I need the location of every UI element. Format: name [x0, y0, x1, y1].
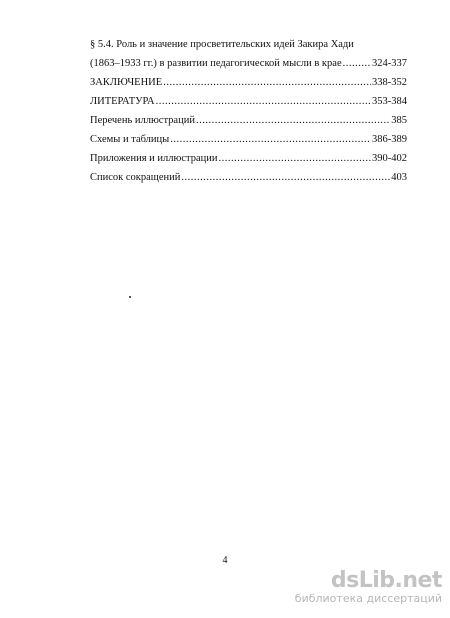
page-number: 4: [222, 555, 228, 566]
table-of-contents: [90, 35, 407, 187]
toc-entry-label: Приложения и иллюстрации: [90, 153, 218, 164]
toc-entry: [90, 149, 407, 168]
toc-entry-pages: 390-402: [372, 153, 407, 164]
dot-leader: [156, 92, 371, 111]
dot-leader: [218, 149, 371, 168]
toc-entry-label: (1863–1933 гг.) в развитии педагогической мысли в крае: [90, 58, 342, 69]
dot-leader: [170, 130, 371, 149]
toc-entry-label: Список сокращений: [90, 172, 181, 183]
toc-entry-pages: 338-352: [372, 77, 407, 88]
dot-leader: [163, 73, 371, 92]
toc-entry-pages: 324-337: [372, 58, 407, 69]
watermark-logo: dsLib.net: [330, 568, 442, 593]
watermark-caption: библиотека диссертаций: [294, 592, 442, 605]
toc-entry-pages: 386-389: [372, 134, 407, 145]
toc-entry-label: ЗАКЛЮЧЕНИЕ: [90, 77, 163, 88]
scan-speck: [129, 296, 131, 298]
toc-entry-pages: 385: [391, 115, 407, 126]
dot-leader: [196, 111, 390, 130]
toc-entry-label: ЛИТЕРАТУРА: [90, 96, 155, 107]
toc-entry: [90, 73, 407, 92]
toc-entry-pages: 353-384: [372, 96, 407, 107]
toc-entry-label: Схемы и таблицы: [90, 134, 170, 145]
toc-entry: [90, 111, 407, 130]
watermark: [295, 570, 442, 606]
toc-entry: [90, 168, 407, 187]
dot-leader: [181, 168, 390, 187]
toc-entry-pages: 403: [391, 172, 407, 183]
toc-entry-label: Перечень иллюстраций: [90, 115, 195, 126]
toc-entry-heading: [90, 35, 407, 54]
toc-entry: [90, 130, 407, 149]
toc-entry: [90, 92, 407, 111]
toc-entry-label: § 5.4. Роль и значение просветительских идей Закира Хади: [90, 39, 354, 50]
dot-leader: [343, 54, 371, 73]
toc-entry: [90, 54, 407, 73]
